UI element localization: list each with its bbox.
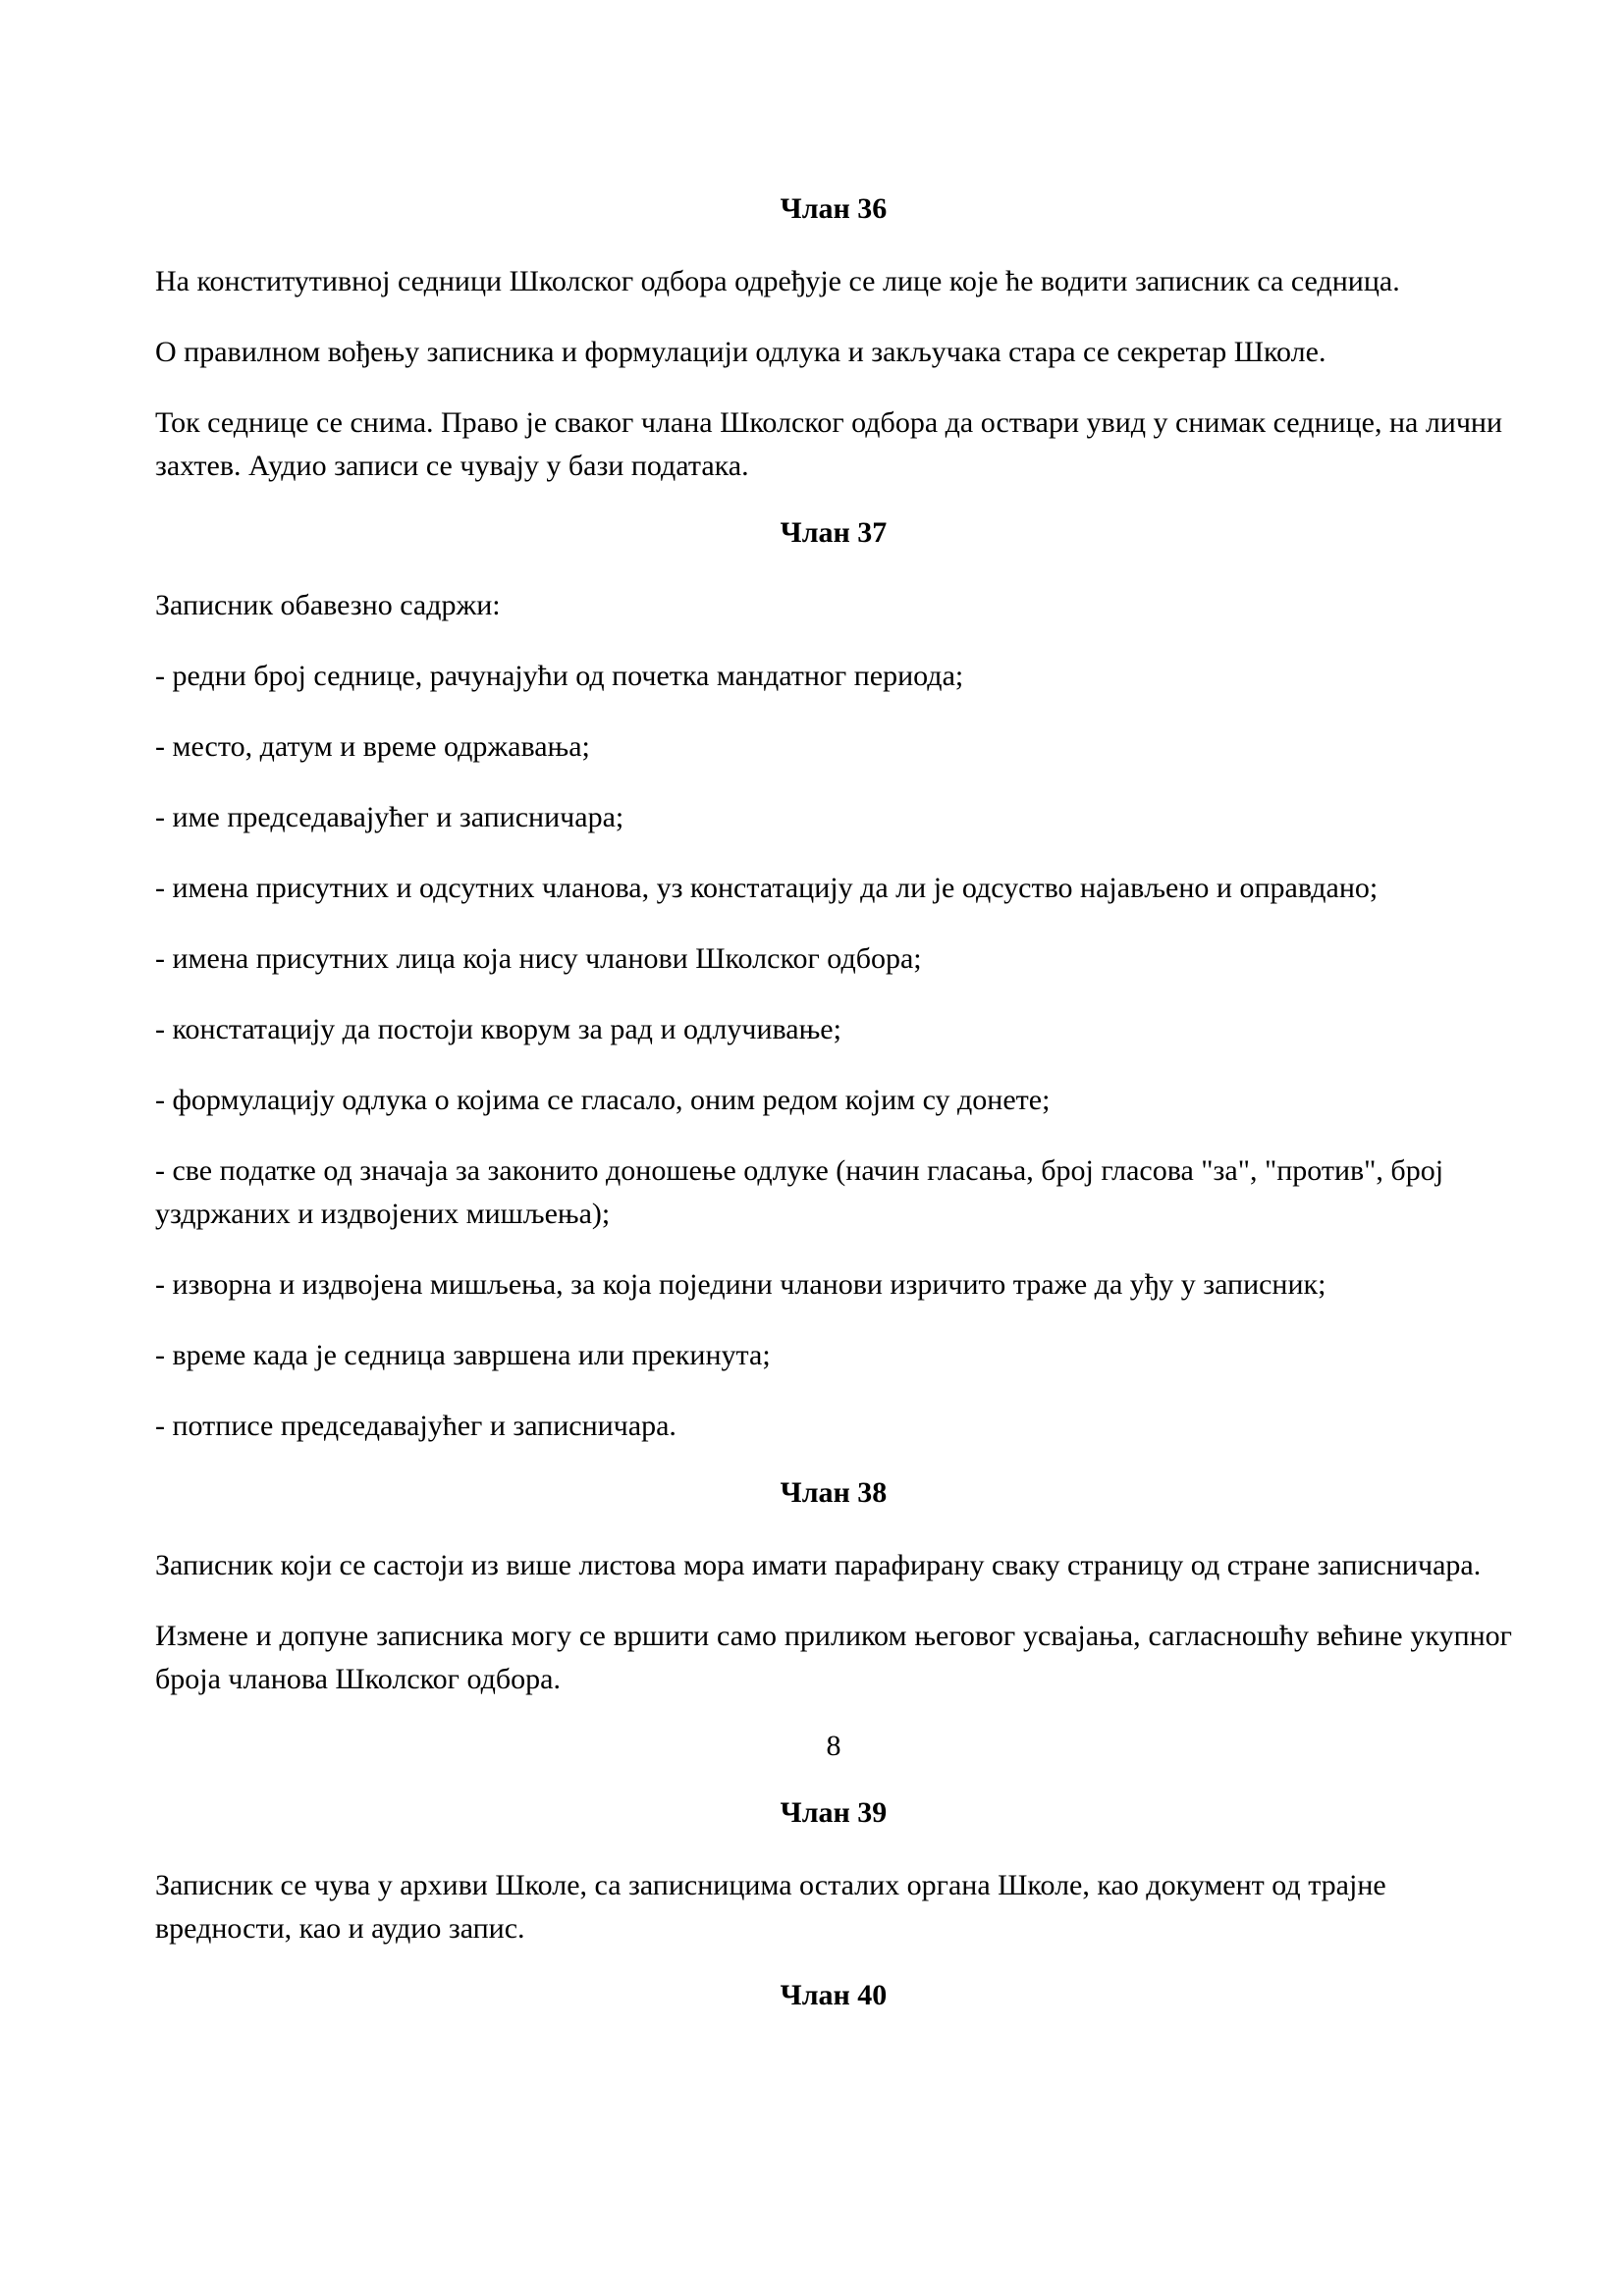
document-page xyxy=(155,191,1512,2047)
list-item: - формулацију одлука о којима се гласало, оним редом којим су донете; xyxy=(155,1084,1051,1116)
article-37-list xyxy=(155,655,1512,1448)
list-item: - место, датум и време одржавања; xyxy=(155,730,590,763)
list-item: - време када је седница завршена или прекинута; xyxy=(155,1339,771,1371)
list-item: - имена присутних и одсутних чланова, уз констатацију да ли је одсуство најављено и оправдано; xyxy=(155,872,1379,904)
list-item: - име председавајућег и записничара; xyxy=(155,801,624,833)
article-38-paragraph-2: Измене и допуне записника могу се вршити само приликом његовог усвајања, сагласношћу већине укупног броја чланова Школског одбора. xyxy=(155,1620,1512,1695)
list-item: - изворна и издвојена мишљења, за која поједини чланови изричито траже да уђу у записник; xyxy=(155,1268,1326,1301)
article-40-heading: Члан 40 xyxy=(780,1979,888,2011)
article-39-paragraph-1: Записник се чува у архиви Школе, са записницима осталих органа Школе, као документ од трајне вредности, као и аудио запис. xyxy=(155,1869,1386,1945)
article-38-paragraph-1: Записник који се састоји из више листова мора имати парафирану сваку страницу од стране записничара. xyxy=(155,1549,1482,1581)
article-36-heading: Члан 36 xyxy=(780,192,888,225)
page-number: 8 xyxy=(826,1730,841,1762)
list-item: - имена присутних лица која нису чланови Школског одбора; xyxy=(155,942,922,975)
list-item: - све податке од значаја за законито доношење одлуке (начин гласања, број гласова "за", "против", број уздржаних и издвојених мишљења); xyxy=(155,1154,1444,1230)
article-38-heading: Члан 38 xyxy=(780,1476,888,1509)
article-39-heading: Члан 39 xyxy=(780,1796,888,1829)
article-36-paragraph-1: На конститутивној седници Школског одбора одређује се лице које ће водити записник са седница. xyxy=(155,265,1400,297)
article-37-heading: Члан 37 xyxy=(780,516,888,549)
article-37-intro: Записник обавезно садржи: xyxy=(155,589,501,621)
article-36-paragraph-3: Ток седнице се снима. Право је сваког члана Школског одбора да оствари увид у снимак седнице, на лични захтев. Аудио записи се чувају у бази података. xyxy=(155,406,1503,482)
list-item: - потписе председавајућег и записничара. xyxy=(155,1410,676,1442)
list-item: - констатацију да постоји кворум за рад и одлучивање; xyxy=(155,1013,841,1045)
list-item: - редни број седнице, рачунајући од почетка мандатног периода; xyxy=(155,660,964,692)
article-36-paragraph-2: О правилном вођењу записника и формулацији одлука и закључака стара се секретар Школе. xyxy=(155,336,1326,368)
